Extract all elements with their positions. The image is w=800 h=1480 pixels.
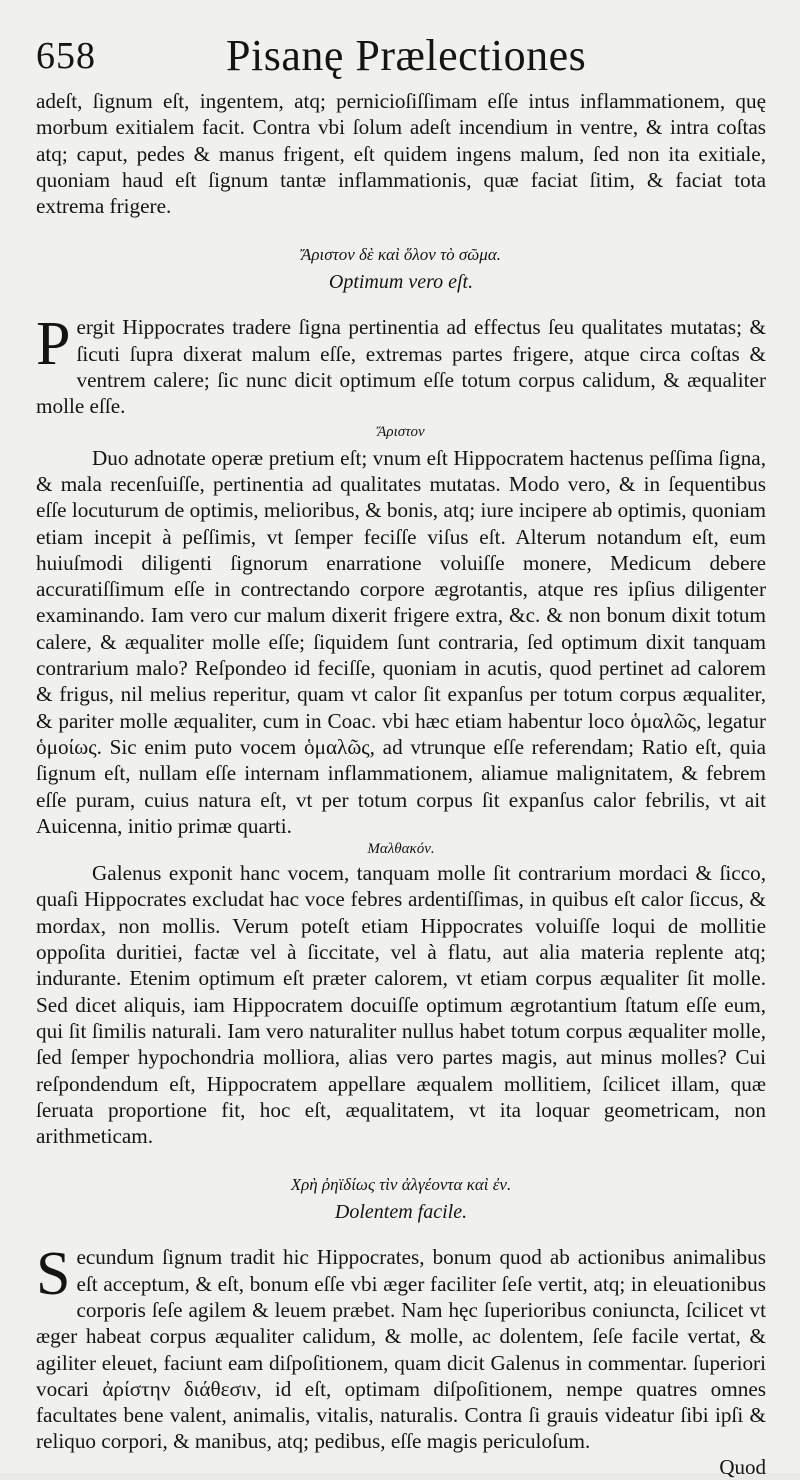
paragraph-3: Duo adnotate operæ pretium eſt; vnum eſt Hippocratem hactenus peſſima ſigna, & mala recenſuiſſe, pertinentia ad qualitates mutatas. Modo vero, & in ſequentibus eſſe locuturum de optimis, melioribus, & bonis, atq; iure incipere ab optimis, quoniam etiam incepit à peſſimis, vt ſemper feciſſe viſus eſt. Alterum notandum eſt, eum huiuſmodi diligenti ſignorum enarratione voluiſſe monere, Medicum debere accuratiſſimum eſſe in contrectando corpore ægrotantis, atque res ipſius diligenter examinando. Iam vero cur malum dixerit frigere extra, &c. & non bonum dixit totum calere, & æqualiter molle eſſe; ſiquidem ſunt contraria, ſed optimum dixit tanquam contrarium malo? Reſpondeo id feciſſe, quoniam in acutis, quod pertinet ad calorem & frigus, nil melius reperitur, quam vt calor ſit expanſus per totum corpus æqualiter, & pariter molle æqualiter, cum in Coac. vbi hæc etiam habentur loco ὁμαλῶς, legatur ὁμοίως. Sic enim puto vocem ὁμαλῶς, ad vtrunque eſſe referendam; Ratio eſt, quia ſignum eſt, nullam eſſe internam inflammationem, aliamue malignitatem, & febrem eſſe puram, cuius natura eſt, vt per totum corpus ſit expanſus calor febrilis, vt ait Auicenna, initio primæ quarti.	[36, 445, 766, 838]
paragraph-2	[36, 310, 766, 419]
catchword: Quod	[719, 1454, 766, 1479]
paragraph-5	[36, 1240, 766, 1454]
greek-heading-ariston: Ἄριστον	[377, 423, 425, 440]
paragraph-1: adeſt, ſignum eſt, ingentem, atq; pernicioſiſſimam eſſe intus inflammationem, quę morbum exitialem facit. Contra vbi ſolum adeſt incendium in ventre, & intra coſtas atq; caput, pedes & manus frigent, eſt quidem ingens malum, ſed non ita exitiale, quoniam haud eſt ſignum tantæ inflammationis, quæ faciat ſitim, & faciat tota extrema frigere.	[36, 89, 766, 219]
lemma-latin-2: Dolentem facile.	[334, 1201, 468, 1224]
lemma-greek-2: Χρὴ ῥηϊδίως τὶν ἀλγέοντα καὶ ἐν.	[290, 1175, 512, 1195]
page-number: 658	[36, 35, 96, 77]
paragraph-2-text: ergit Hippocrates tradere ſigna pertinentia ad effectus ſeu qualitates mutatas; & ſicuti ſupra dixerat malum eſſe, extremas partes frigere, atque circa coſtas & ventrem calere; ſic nunc dicit optimum eſſe totum corpus calidum, & æqualiter molle eſſe.	[36, 315, 766, 419]
paragraph-4: Galenus exponit hanc vocem, tanquam molle ſit contrarium mordaci & ſicco, quaſi Hippocrates excludat hac voce febres ardentiſſimas, in quibus eſt calor ſiccus, & mordax, non mollis. Verum poteſt etiam Hippocrates voluiſſe loqui de mollitie oppoſita duritiei, factæ vel à ſiccitate, vel à flatu, aut alia materia replente atq; indurante. Etenim optimum eſt præter calorem, vt etiam corpus æqualiter ſit molle. Sed dicet aliquis, iam Hippocratem docuiſſe optimum ægrotantium ſtatum eſſe eum, qui ſit ſimilis naturali. Iam vero naturaliter nullus habet totum corpus æqualiter molle, ſed ſemper hypochondria molliora, alias vero partes magis, aut minus molles? Cui reſpondendum eſt, Hippocratem appellare æqualem mollitiem, ſcilicet illam, quæ ſeruata proportione fit, hoc eſt, æqualitatem, vt ita loquar geometricam, non arithmeticam.	[36, 861, 766, 1149]
page-header	[36, 28, 766, 88]
running-title: Pisanę Prælectiones	[226, 31, 587, 80]
drop-cap-p: P	[36, 310, 71, 379]
greek-heading-malthakon: Μαλθακόν.	[367, 841, 435, 858]
drop-cap-s: S	[36, 1240, 71, 1309]
lemma-greek-1: Ἄριστον δὲ καὶ ὅλον τὸ σῶμα.	[300, 245, 502, 265]
paragraph-5-text: ecundum ſignum tradit hic Hippocrates, bonum quod ab actionibus animalibus eſt acceptum, & eſt, bonum eſſe vbi æger faciliter ſeſe vertit, atq; in eleuationibus corporis ſeſe agilem & leuem præbet. Nam hęc ſuperioribus coniuncta, ſcilicet vt æger habeat corpus æqualiter calidum, & molle, ac dolentem, ſeſe facile vertat, & agiliter eleuet, faciunt eam diſpoſitionem, quam dicit Galenus in commentar. ſuperiori vocari ἀρίστην διάθεσιν, id eſt, optimam diſpoſitionem, nempe quatres omnes facultates bene valent, animalis, vitalis, naturalis. Contra ſi grauis videatur ſibi ipſi & reliquo corpori, & manibus, atq; pedibus, eſſe magis periculoſum.	[36, 1245, 766, 1454]
lemma-latin-1: Optimum vero eſt.	[328, 271, 474, 294]
